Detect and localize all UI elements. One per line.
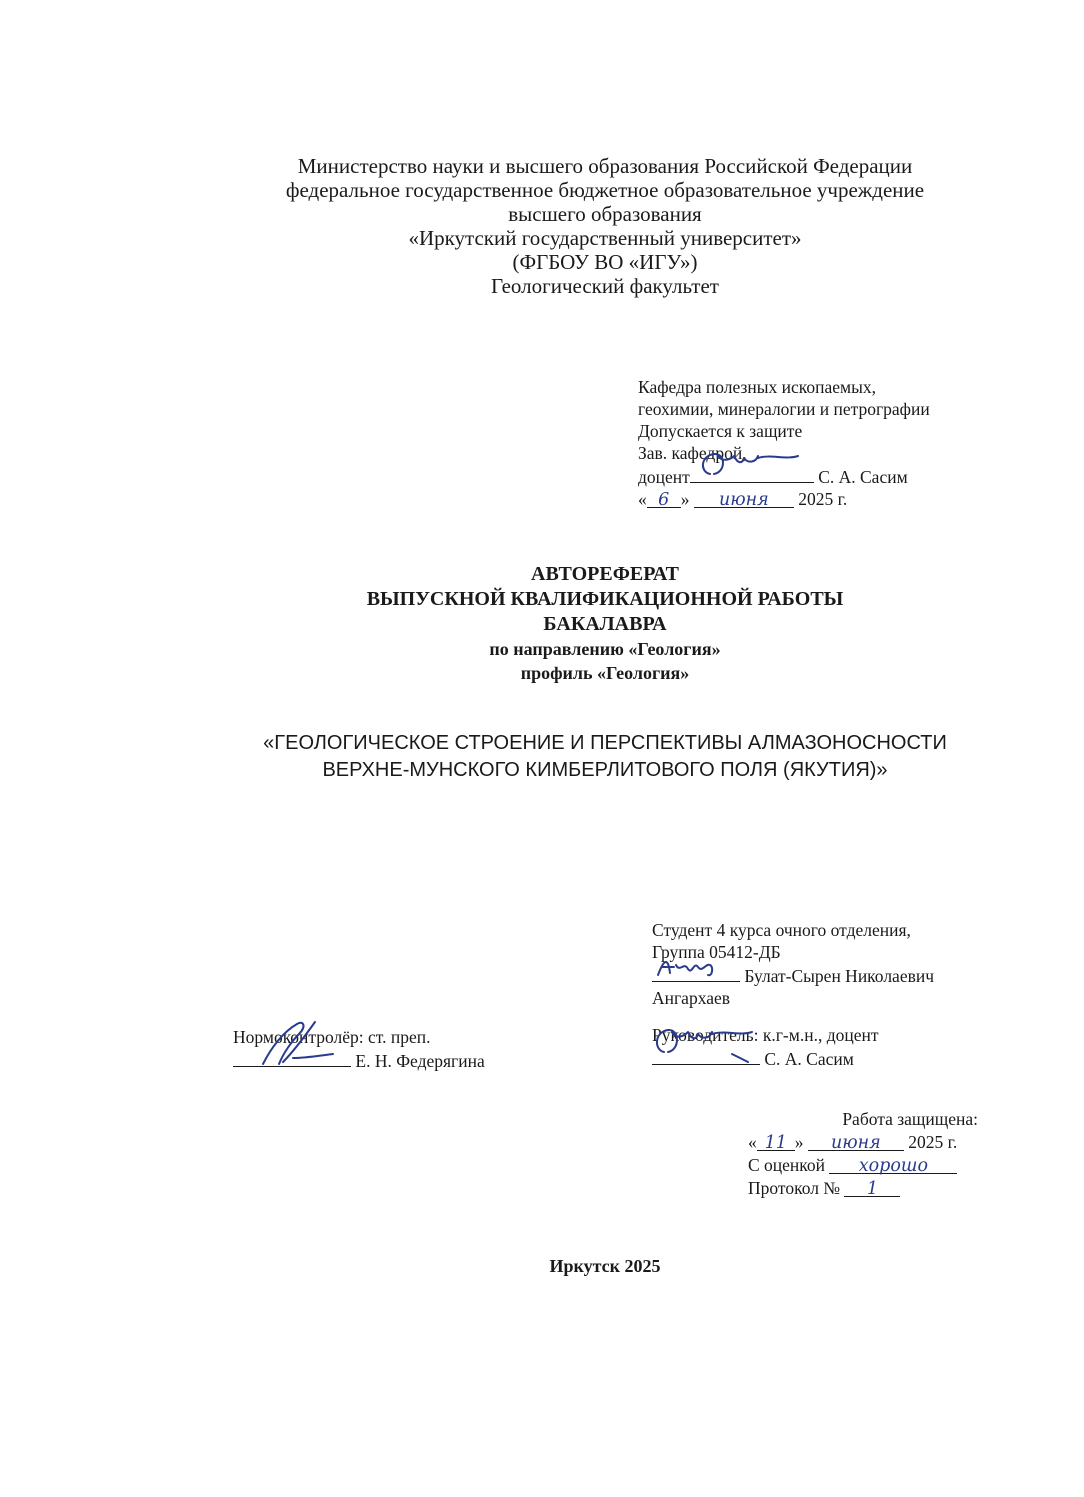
topic-line: ВЕРХНЕ-МУНСКОГО КИМБЕРЛИТОВОГО ПОЛЯ (ЯКУТИЯ)» xyxy=(322,759,888,781)
defense-grade xyxy=(748,1154,978,1177)
student-signature-line xyxy=(652,963,934,987)
student-signature-icon xyxy=(654,953,734,981)
signature-underline xyxy=(233,1048,351,1067)
normocontrol-signature-line xyxy=(233,1048,485,1072)
defense-protocol xyxy=(748,1177,978,1200)
admit-text: Допускается к защите xyxy=(638,421,803,441)
grade-label: С оценкой xyxy=(748,1155,826,1175)
department-line: геохимии, минералогии и петрографии xyxy=(638,399,930,419)
ministry-header xyxy=(100,154,1084,298)
student-course: Студент 4 курса очного отделения, xyxy=(652,920,911,940)
defense-block xyxy=(748,1108,978,1200)
defense-date: « 11 » июня 2025 г. xyxy=(748,1132,958,1153)
head-signature-line xyxy=(638,464,930,488)
head-name: С. А. Сасим xyxy=(818,467,908,487)
normocontrol-signature-icon xyxy=(253,1014,343,1070)
title-line: БАКАЛАВРА xyxy=(543,613,667,635)
document-title xyxy=(100,562,1084,685)
signature-underline xyxy=(690,464,814,483)
normocontrol-label: Нормоконтролёр: ст. преп. xyxy=(233,1027,431,1047)
header-line: Министерство науки и высшего образования Российской Федерации xyxy=(297,154,913,178)
advisor-name: С. А. Сасим xyxy=(764,1049,854,1069)
approval-date: « 6 » июня 2025 г. xyxy=(638,489,848,510)
header-line: федеральное государственное бюджетное образовательное учреждение xyxy=(285,178,925,202)
topic-line: «ГЕОЛОГИЧЕСКОЕ СТРОЕНИЕ И ПЕРСПЕКТИВЫ АЛМАЗОНОСНОСТИ xyxy=(263,732,947,754)
advisor-label: Руководитель: к.г-м.н., доцент xyxy=(652,1025,879,1045)
advisor-signature-icon xyxy=(652,1024,762,1064)
department-approval xyxy=(638,376,930,510)
approval-day: 6 xyxy=(647,489,681,508)
department-line: Кафедра полезных ископаемых, xyxy=(638,377,876,397)
defense-year: 2025 г. xyxy=(908,1132,958,1152)
grade-value: хорошо xyxy=(829,1155,957,1174)
direction-line: по направлению «Геология» xyxy=(489,639,721,659)
student-name: Булат-Сырен Николаевич xyxy=(744,966,935,986)
profile-line: профиль «Геология» xyxy=(520,663,690,683)
city-year: Иркутск 2025 xyxy=(549,1256,661,1276)
defense-label: Работа защищена: xyxy=(842,1109,978,1129)
header-line: «Иркутский государственный университет» xyxy=(408,226,802,250)
student-group: Группа 05412-ДБ xyxy=(652,942,781,962)
head-role: доцент xyxy=(638,467,690,487)
header-line: высшего образования xyxy=(508,202,702,226)
advisor-signature-line xyxy=(652,1046,879,1070)
defense-day: 11 xyxy=(757,1132,795,1151)
protocol-label: Протокол № xyxy=(748,1178,841,1198)
student-surname: Ангархаев xyxy=(652,988,731,1008)
protocol-number: 1 xyxy=(844,1178,900,1197)
title-line: ВЫПУСКНОЙ КВАЛИФИКАЦИОННОЙ РАБОТЫ xyxy=(366,588,844,610)
advisor-block xyxy=(652,1024,879,1070)
signature-underline xyxy=(652,963,740,982)
student-block xyxy=(652,919,934,1009)
approval-month: июня xyxy=(694,489,794,508)
approval-year: 2025 г. xyxy=(798,489,848,509)
thesis-topic xyxy=(100,730,1084,784)
head-signature-icon xyxy=(696,450,806,484)
normocontrol-block xyxy=(233,1026,485,1072)
defense-month: июня xyxy=(808,1132,904,1151)
header-line: (ФГБОУ ВО «ИГУ») xyxy=(512,250,698,274)
title-line: АВТОРЕФЕРАТ xyxy=(531,563,679,585)
signature-underline xyxy=(652,1046,760,1065)
normocontrol-name: Е. Н. Федерягина xyxy=(355,1051,485,1071)
header-line: Геологический факультет xyxy=(491,274,719,298)
head-title: Зав. кафедрой, xyxy=(638,443,747,463)
